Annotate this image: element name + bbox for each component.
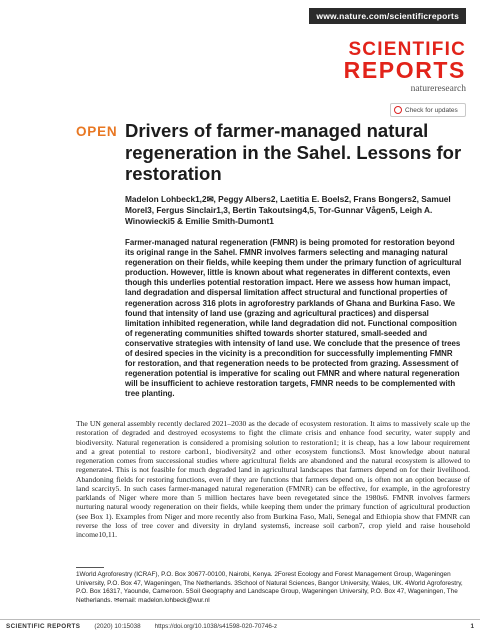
page-footer (6, 623, 474, 630)
footer-doi-link[interactable]: https://doi.org/10.1038/s41598-020-70746-z (154, 623, 278, 630)
affiliations: 1World Agroforestry (ICRAF), P.O. Box 30677-00100, Nairobi, Kenya. 2Forest Ecology and Forest Management Group, Wageningen University, P.O. Box 47, Wageningen, The Netherlands. 3School of Natural Sciences, Bangor University, Wales, UK. 4World Agroforestry, P.O. Box 16317, Yaounde, Cameroon. 5Soil Geography and Landscape Group, Wageningen University, P.O. Box 47, Wageningen, The Netherlands. ✉email: madelon.lohbeck@wur.nl (76, 571, 463, 604)
body-text: The UN general assembly recently declared 2021–2030 as the decade of ecosystem restoration. It aims to massively scale up the restoration of degraded and destroyed ecosystems to fight the climate crisis and enhance food security, water supply and biodiversity. Natural regeneration is considered a promising solution to restoration1; it is cheap, has a low labour requirement and a great potential to restore carbon1, biodiversity2 and other ecosystem functions3. Most knowledge about natural regeneration comes from successional studies where agricultural fields are abandoned and the natural ecosystem is allowed to regenerate4. This is not feasible for much degraded land in agricultural landscapes that farmers depend on for their livelihood. Abandoning fields for restoring functions, even if they are functions that farmers depend on, is often not an option because of land scarcity5. In such cases farmer-managed natural regeneration (FMNR) can be effective, for example, in the agroforestry parklands of Niger where more than 5 million hectares have been revegetated since the 1980s6. FMNR involves farmers nurturing natural woody regeneration on their fields, while keeping them under the primary function of agricultural production (see Box 1). Examples from Niger and more recently also from Burkina Faso, Mali, Senegal and Ethiopia show that FMNR can reverse the loss of tree cover and diversity in dryland systems6, increase soil carbon7, crop yield and raise household income10,11. (76, 419, 470, 539)
journal-url[interactable]: www.nature.com/scientificreports (309, 8, 466, 24)
author-list[interactable]: Madelon Lohbeck1,2✉, Peggy Albers2, Laetitia E. Boels2, Frans Bongers2, Samuel Morel3, Fergus Sinclair1,3, Bertin Takoutsing4,5, Tor-Gunnar Vågen5, Leigh A. Winowiecki5 & Emilie Smith-Dumont1 (125, 194, 451, 226)
logo-line-reports: REPORTS (343, 57, 466, 83)
open-access-label: OPEN (76, 124, 118, 139)
footer-divider (0, 619, 480, 620)
footer-journal: SCIENTIFIC REPORTS (6, 623, 81, 630)
publisher-name: natureresearch (410, 84, 466, 94)
abstract: Farmer-managed natural regeneration (FMNR) is being promoted for restoration beyond its original range in the Sahel. FMNR involves farmers selecting and managing natural regeneration on their fields, while keeping them under the primary function of agricultural production. However, little is known about what regenerates in different contexts, even though this underlies potential restoration impact. Here we assess how human impact, land degradation and dispersal limitation affect structural and functional properties of regeneration across 316 plots in agroforestry parklands of Ghana and Burkina Faso. We found that intensity of land use (grazing and agricultural practices) and dispersal limitation inhibited regeneration, while land degradation did not. Functional composition of regenerating communities shifted towards shorter statured, small-seeded and conservative strategies with intensity of land use. We conclude that the presence of trees of desired species in the vicinity is a precondition for successfully implementing FMNR for restoration, and that regeneration needs to be protected from grazing. Assessment of regeneration potential is imperative for scaling out FMNR and where natural regeneration will be insufficient to achieve restoration targets, FMNR needs to be complemented with tree planting. (125, 238, 462, 399)
footer-citation: (2020) 10:15038 (94, 623, 141, 630)
refresh-icon (394, 106, 402, 114)
check-updates-label: Check for updates (405, 106, 458, 114)
check-updates-button[interactable] (390, 103, 466, 117)
footnote-divider (76, 567, 104, 568)
article-title: Drivers of farmer-managed natural regeneration in the Sahel. Lessons for restoration (125, 120, 462, 184)
page-number: 1 (470, 623, 474, 630)
journal-logo[interactable] (344, 40, 466, 94)
logo-line-scientific: SCIENTIFIC (348, 39, 466, 60)
